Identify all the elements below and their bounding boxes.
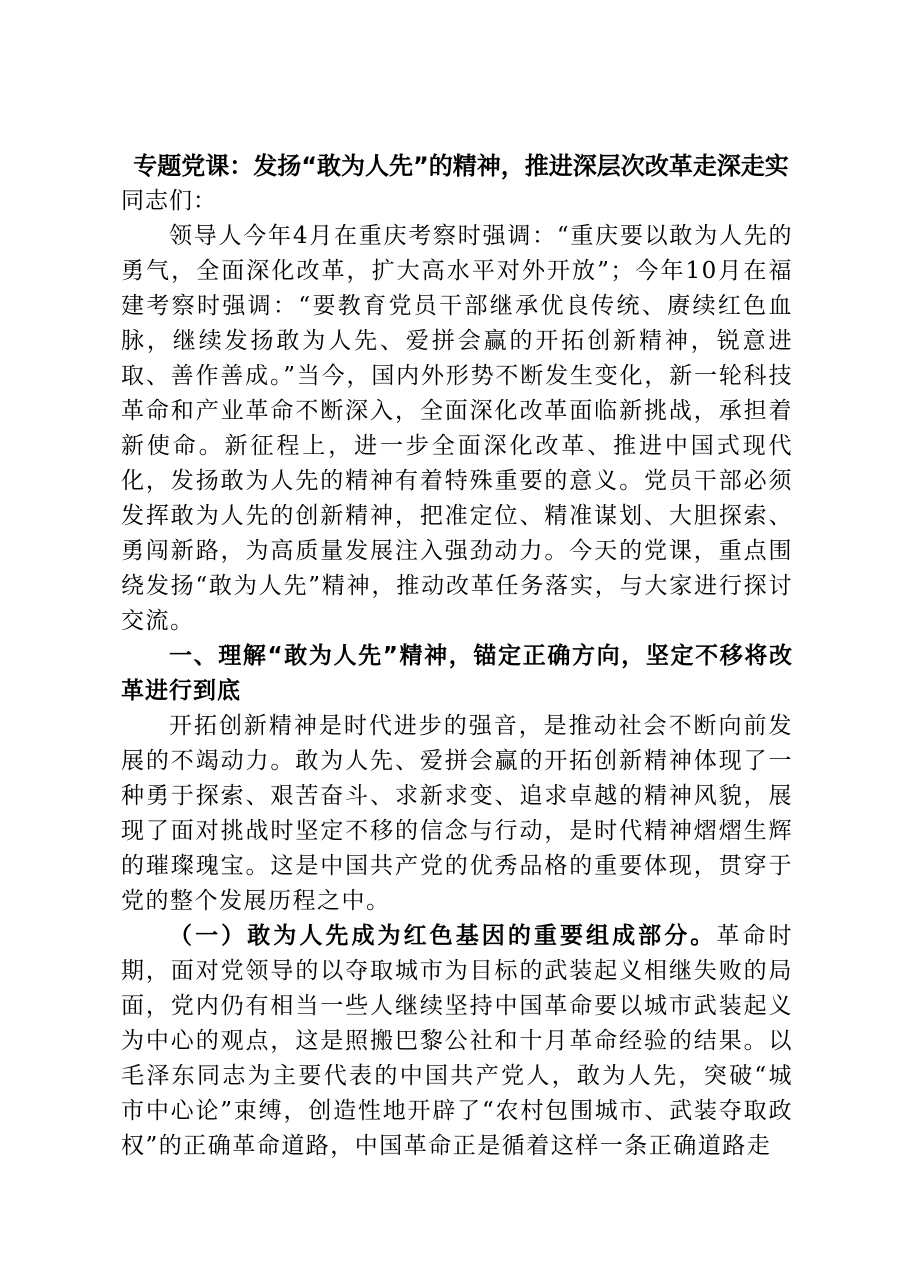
subsection-1-lead: （一）敢为人先成为红色基因的重要组成部分。	[169, 923, 717, 949]
subsection-1-body: 革命时期，面对党领导的以夺取城市为目标的武装起义相继失败的局面，党内仍有相当一些人继续坚持中国革命要以城市武装起义为中心的观点，这是照搬巴黎公社和十月革命经验的结果。以毛泽东同志为主要代表的中国共产党人，敢为人先，突破“城市中心论”束缚，创造性地开辟了“农村包围城市、武装夺取政权”的正确革命道路，中国革命正是循着这样一条正确道路走	[121, 923, 794, 1159]
subsection-1-paragraph	[121, 919, 793, 1164]
section-1-paragraph: 开拓创新精神是时代进步的强音，是推动社会不断向前发展的不竭动力。敢为人先、爱拼会赢的开拓创新精神体现了一种勇于探索、艰苦奋斗、求新求变、追求卓越的精神风貌，展现了面对挑战时坚定不移的信念与行动，是时代精神熠熠生辉的璀璨瑰宝。这是中国共产党的优秀品格的重要体现，贯穿于党的整个发展历程之中。	[121, 713, 793, 914]
section-heading-1: 一、理解“敢为人先”精神，锚定正确方向，坚定不移将改革进行到底	[121, 643, 793, 704]
salutation: 同志们：	[121, 188, 217, 214]
intro-paragraph: 领导人今年4月在重庆考察时强调：“重庆要以敢为人先的勇气，全面深化改革，扩大高水平对外开放”；今年10月在福建考察时强调：“要教育党员干部继承优良传统、赓续红色血脉，继续发扬敢为人先、爱拼会赢的开拓创新精神，锐意进取、善作善成。”当今，国内外形势不断发生变化，新一轮科技革命和产业革命不断深入，全面深化改革面临新挑战，承担着新使命。新征程上，进一步全面深化改革、推进中国式现代化，发扬敢为人先的精神有着特殊重要的意义。党员干部必须发挥敢为人先的创新精神，把准定位、精准谋划、大胆探索、勇闯新路，为高质量发展注入强劲动力。今天的党课，重点围绕发扬“敢为人先”精神，推动改革任务落实，与大家进行探讨交流。	[121, 223, 793, 634]
document-title: 专题党课：发扬“敢为人先”的精神，推进深层次改革走深走实	[133, 152, 789, 180]
document-page	[121, 148, 793, 1164]
